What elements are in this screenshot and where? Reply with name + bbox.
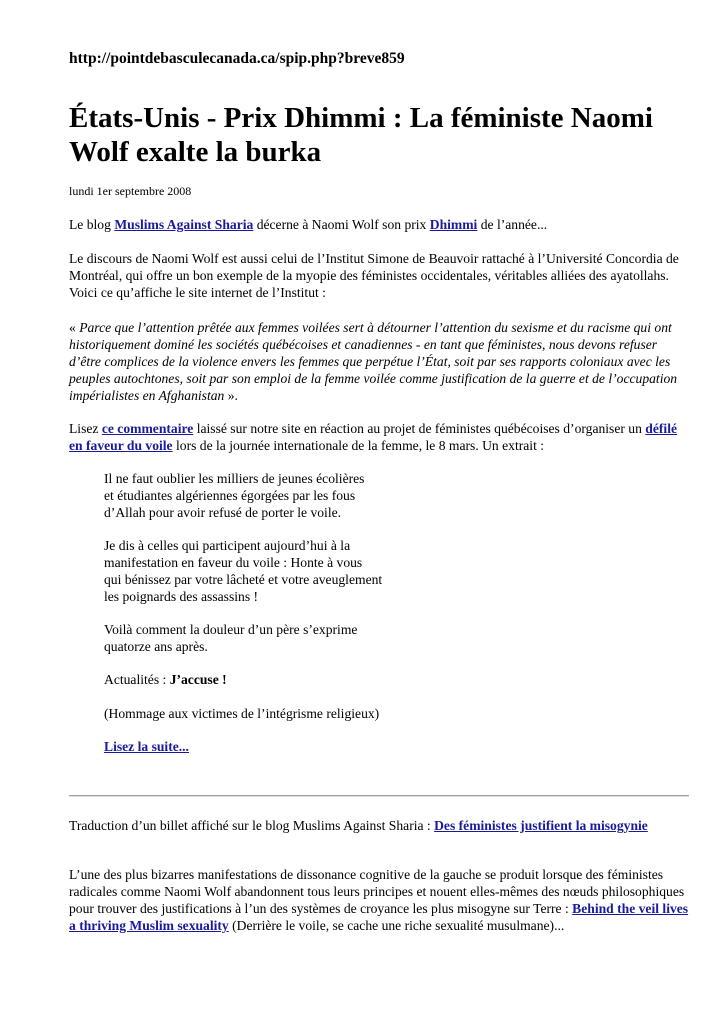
link-des-feministes-justifient[interactable]: Des féministes justifient la misogynie — [434, 818, 648, 833]
text-span: lors de la journée internationale de la femme, le 8 mars. Un extrait : — [172, 438, 545, 453]
stanza-line: les poignards des assassins ! — [104, 589, 259, 604]
stanza-line: qui bénissez par votre lâcheté et votre aveuglement — [104, 572, 383, 587]
institute-quote-text: Parce que l’attention prêtée aux femmes voilées sert à détourner l’attention du sexisme et du racisme qui ont historiquement dominé les sociétés québécoises et canadiennes - en tant que féministes, nous devons refuser d’être complices de la violence envers les femmes que perpétue l’État, soit par ses rapports coloniaux avec les peuples autochtones, soit par son emploi de la femme voilée comme justification de la guerre et de l’occupation impérialistes en Afghanistan — [69, 320, 678, 403]
jaccuse-title: J’accuse ! — [169, 672, 227, 687]
actualites-line — [104, 671, 524, 688]
text-span: L’une des plus bizarres manifestations de dissonance cognitive de la gauche se produit lorsque des féministes radicales comme Naomi Wolf abandonnent tous leurs principes et nouent elles-mêmes des nœuds philosophiques pour trouver des justifications à l’un des systèmes de croyance les plus misogyne sur Terre : — [69, 867, 685, 916]
stanza-line: manifestation en faveur du voile : Honte à vous — [104, 555, 363, 570]
stanza-line: d’Allah pour avoir refusé de porter le voile. — [104, 505, 342, 520]
page-title: États-Unis - Prix Dhimmi : La féministe Naomi Wolf exalte la burka — [69, 102, 653, 168]
intro-paragraph — [69, 216, 689, 233]
link-dhimmi[interactable]: Dhimmi — [429, 217, 478, 232]
institute-quote-paragraph — [69, 319, 689, 404]
text-span: (Derrière le voile, se cache une riche sexualité musulmane)... — [228, 918, 565, 933]
text-span: de l’année... — [477, 217, 548, 232]
read-more-line — [104, 738, 524, 755]
text-span: Actualités : — [104, 672, 170, 687]
dissonance-paragraph — [69, 866, 689, 934]
excerpt-stanza-2 — [104, 537, 524, 605]
quote-open: « — [69, 320, 80, 335]
comment-paragraph — [69, 420, 689, 454]
excerpt-stanza-3 — [104, 621, 524, 655]
stanza-line: Je dis à celles qui participent aujourd’hui à la — [104, 538, 351, 553]
hommage-line: (Hommage aux victimes de l’intégrisme religieux) — [104, 706, 380, 721]
excerpt-stanza-1 — [104, 470, 524, 521]
stanza-line: Il ne faut oublier les milliers de jeunes écolières — [104, 471, 365, 486]
discourse-paragraph: Le discours de Naomi Wolf est aussi celui de l’Institut Simone de Beauvoir rattaché à l’Université Concordia de Montréal, qui offre un bon exemple de la myopie des féministes occidentales, véritables alliées des ayatollahs. Voici ce qu’affiche le site internet de l’Institut : — [69, 251, 679, 300]
text-span: décerne à Naomi Wolf son prix — [253, 217, 430, 232]
read-more-link[interactable]: Lisez la suite... — [104, 739, 189, 754]
translation-paragraph — [69, 817, 689, 834]
stanza-line: quatorze ans après. — [104, 639, 208, 654]
publication-date: lundi 1er septembre 2008 — [69, 184, 192, 198]
quote-close: ». — [224, 388, 238, 403]
stanza-line: Voilà comment la douleur d’un père s’exprime — [104, 622, 358, 637]
section-divider — [69, 795, 689, 797]
text-span: Le blog — [69, 217, 115, 232]
text-span: Traduction d’un billet affiché sur le blog Muslims Against Sharia : — [69, 818, 435, 833]
link-muslims-against-sharia[interactable]: Muslims Against Sharia — [114, 217, 254, 232]
text-span: laissé sur notre site en réaction au projet de féministes québécoises d’organiser un — [193, 421, 646, 436]
link-ce-commentaire[interactable]: ce commentaire — [101, 421, 194, 436]
source-url: http://pointdebasculecanada.ca/spip.php?breve859 — [69, 50, 405, 67]
text-span: Lisez — [69, 421, 102, 436]
stanza-line: et étudiantes algériennes égorgées par les fous — [104, 488, 356, 503]
link-defile-en-faveur-du-voile[interactable]: défilé en faveur du voile — [69, 421, 678, 453]
link-behind-the-veil[interactable]: Behind the veil lives a thriving Muslim sexuality — [69, 901, 689, 933]
